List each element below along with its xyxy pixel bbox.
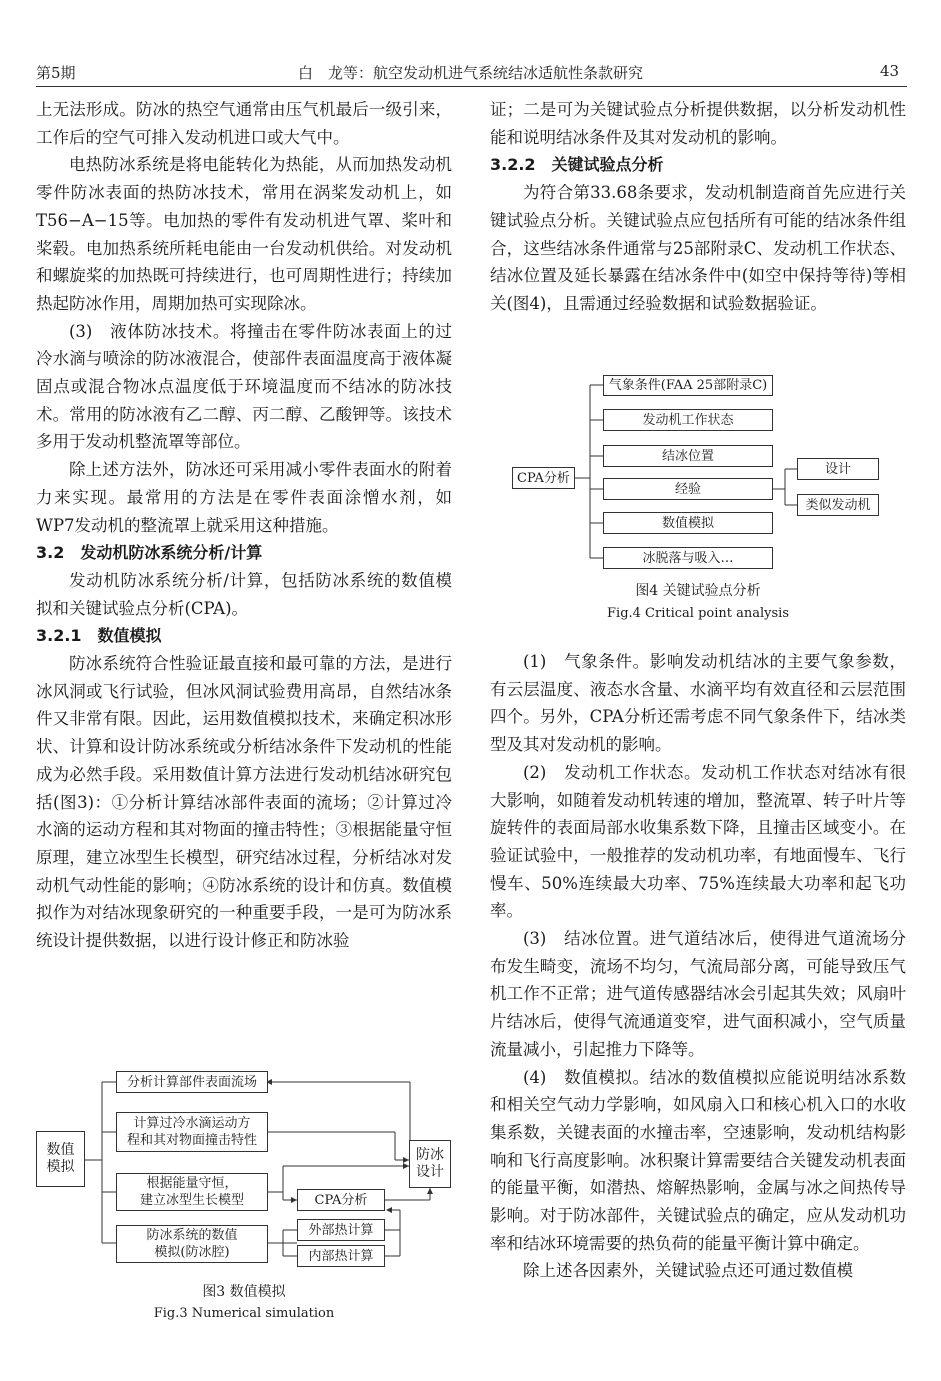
paragraph: 发动机防冰系统分析/计算，包括防冰系统的数值模拟和关键试验点分析(CPA)。 <box>36 570 452 618</box>
engine-state-box: 发动机工作状态 <box>603 409 773 431</box>
paragraph: 电热防冰系统是将电能转化为热能，从而加热发动机零件防冰表面的热防冰技术，常用在涡桨发动机上，如T56−A−15等。电加热的零件有发动机进气罩、桨叶和桨毂。电加热系统所耗电能由一台发动机供给。对发动机和螺旋桨的加热既可持续进行，也可周期性进行；持续加热起防冰作用，周期加热可实现除冰。 <box>36 155 452 313</box>
section-heading: 3.2 发动机防冰系统分析/计算 <box>36 543 263 563</box>
paragraph: (3) 结冰位置。进气道结冰后，使得进气道流场分布发生畸变，流场不均匀，气流局部分离，可能导致压气机工作不正常；进气道传感器结冰会引起其失效；风扇叶片结冰后，使得气流通道变窄，进气面积减小，空气质量流量减小，引起推力下降等。 <box>490 929 906 1059</box>
figure-3-caption-en: Fig.3 Numerical simulation <box>153 1306 335 1321</box>
design-box: 设计 <box>797 458 879 480</box>
page-number: 43 <box>880 62 900 80</box>
paragraph: (3) 液体防冰技术。将撞击在零件防冰表面上的过冷水滴与喷涂的防冰液混合，使部件表面温度高于液体凝固点或混合物冰点温度低于环境温度而不结冰的防冰技术。常用的防冰液有乙二醇、丙二醇、乙酸钾等。该技术多用于发动机整流罩等部位。 <box>36 321 452 452</box>
subsection-heading: 3.2.2 关键试验点分析 <box>490 155 664 175</box>
paragraph: (2) 发动机工作状态。发动机工作状态对结冰有很大影响，如随着发动机转速的增加，整流罩、转子叶片等旋转件的表面局部水收集系数下降，且撞击区域变小。在验证试验中，一般推荐的发动机功率，有地面慢车、飞行慢车、50%连续最大功率、75%连续最大功率和起飞功率。 <box>490 762 906 921</box>
paragraph: 防冰系统符合性验证最直接和最可靠的方法，是进行冰风洞或飞行试验，但冰风洞试验费用高昂，自然结冰条件又非常有限。因此，运用数值模拟技术，来确定积冰形状、计算和设计防冰系统或分析结冰条件下发动机的性能成为必然手段。采用数值计算方法进行发动机结冰研究包括(图3)：①分析计算结冰部件表面的流场；②计算过冷水滴的运动方程和其对物面的撞击特性；③根据能量守恒原理，建立冰型生长模型，研究结冰过程，分析结冰对发动机气动性能的影响；④防冰系统的设计和仿真。数值模拟作为对结冰现象研究的一种重要手段，一是可为防冰系统设计提供数据，以进行设计修正和防冰验 <box>36 654 452 951</box>
internal-heat-box: 内部热计算 <box>297 1245 385 1267</box>
numerical-simulation-item-box: 数值模拟 <box>603 512 773 534</box>
running-title: 白 龙等：航空发动机进气系统结冰适航性条款研究 <box>297 64 643 82</box>
ice-shedding-box: 冰脱落与吸入… <box>603 547 773 569</box>
droplet-motion-box: 计算过冷水滴运动方 程和其对物面撞击特性 <box>116 1112 268 1152</box>
paragraph: 除上述方法外，防冰还可采用减小零件表面水的附着力来实现。最常用的方法是在零件表面涂憎水剂，如WP7发动机的整流罩上就采用这种措施。 <box>36 460 452 535</box>
right-column-bottom <box>490 648 906 1285</box>
figure-4-caption-en: Fig.4 Critical point analysis <box>607 606 789 621</box>
paragraph: 上无法形成。防冰的热空气通常由压气机最后一级引来，工作后的空气可排入发动机进口或大气中。 <box>36 100 452 147</box>
cpa-analysis-box: CPA分析 <box>297 1189 385 1211</box>
cpa-root-box: CPA分析 <box>512 467 575 489</box>
figure-3-caption: 图3 数值模拟 <box>202 1284 286 1300</box>
paragraph: 证；二是可为关键试验点分析提供数据，以分析发动机性能和说明结冰条件及其对发动机的影响。 <box>490 100 906 147</box>
issue-number: 第5期 <box>36 64 76 82</box>
figure-4-caption: 图4 关键试验点分析 <box>635 583 761 599</box>
paragraph: 为符合第33.68条要求，发动机制造商首先应进行关键试验点分析。关键试验点应包括所有可能的结冰条件组合，这些结冰条件通常与25部附录C、发动机工作状态、结冰位置及延长暴露在结冰条件中(如空中保持等待)等相关(图4)，且需通过经验数据和试验数据验证。 <box>490 183 906 313</box>
weather-conditions-box: 气象条件(FAA 25部附录C) <box>603 375 773 396</box>
paragraph: (1) 气象条件。影响发动机结冰的主要气象参数，有云层温度、液态水含量、水滴平均有效直径和云层范围四个。另外，CPA分析还需考虑不同气象条件下，结冰类型及其对发动机的影响。 <box>490 652 906 755</box>
experience-box: 经验 <box>603 478 773 500</box>
subsection-heading: 3.2.1 数值模拟 <box>36 626 162 646</box>
flow-field-box: 分析计算部件表面流场 <box>116 1071 268 1093</box>
ice-growth-model-box: 根据能量守恒， 建立冰型生长模型 <box>116 1173 268 1211</box>
icing-location-box: 结冰位置 <box>603 445 773 467</box>
paragraph: (4) 数值模拟。结冰的数值模拟应能说明结冰系数和相关空气动力学影响，如风扇入口和核心机入口的水收集系数，关键表面的水撞击率，空速影响，发动机结构影响和飞行高度影响。冰积聚计算需要结合关键发动机表面的能量平衡，如潜热、熔解热影响，金属与冰之间热传导影响。对于防冰部件，关键试验点的确定，应从发动机功率和结冰环境需要的热负荷的能量平衡计算中确定。 <box>490 1067 906 1253</box>
similar-engine-box: 类似发动机 <box>797 494 879 516</box>
paragraph: 除上述各因素外，关键试验点还可通过数值模 <box>523 1261 853 1281</box>
numerical-simulation-box: 数值 模拟 <box>36 1131 85 1187</box>
external-heat-box: 外部热计算 <box>297 1219 385 1241</box>
anti-ice-design-box: 防冰 设计 <box>409 1140 451 1188</box>
anti-ice-cavity-box: 防冰系统的数值 模拟(防冰腔) <box>116 1225 268 1263</box>
